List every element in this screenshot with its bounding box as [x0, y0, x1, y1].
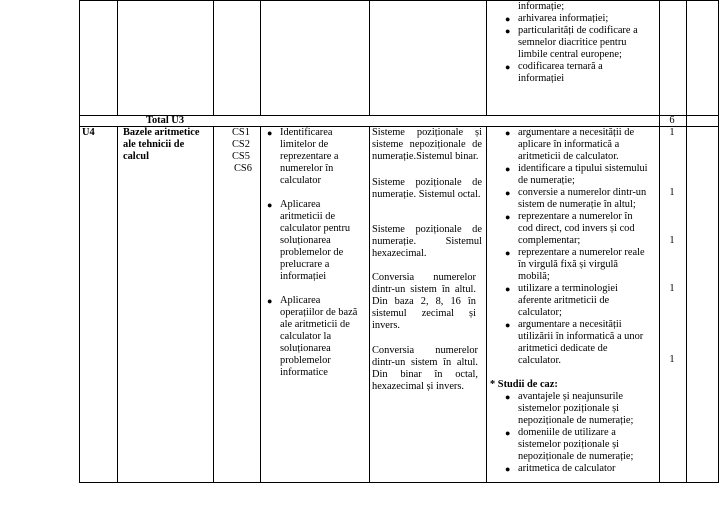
list-item: ● aritmetica de calculator — [505, 463, 616, 474]
hours-value: 1 — [669, 127, 675, 138]
list-item: ● identificare a tipului sistemului de numerație; — [505, 163, 648, 186]
column-border — [718, 0, 719, 483]
list-item: ● conversie a numerelor dintr-un sistem de numerație în altul; — [505, 187, 647, 210]
hours-value: 1 — [669, 283, 675, 294]
bullet-icon: ● — [505, 128, 511, 138]
list-item: ● utilizare a terminologiei aferente aritmeticii de calculator; — [505, 283, 618, 318]
column-border — [486, 126, 487, 483]
list-item: ● Identificarea limitelor de reprezentare a numerelor în calculator — [267, 127, 339, 186]
bullet-icon: ● — [267, 128, 273, 138]
hours-value: 1 — [669, 235, 675, 246]
column-border — [260, 126, 261, 483]
column-border — [117, 0, 118, 115]
bullet-icon: ● — [505, 212, 511, 222]
topic-text: Conversia numerelor dintr-un sistem în altul. Din baza 2, 8, 16 în sistemul zecimal și invers. — [372, 272, 476, 331]
list-item: ● codificarea ternară a informației — [505, 61, 603, 84]
column-border — [486, 0, 487, 115]
bullet-icon: ● — [505, 284, 511, 294]
competence-code: CS1 — [232, 127, 250, 138]
carry-over-list — [505, 1, 686, 85]
column-border — [260, 0, 261, 115]
bullet-icon: ● — [505, 14, 511, 24]
hours-value: 1 — [669, 354, 675, 365]
bullet-icon: ● — [505, 392, 511, 402]
bullet-icon: ● — [505, 320, 511, 330]
column-border — [117, 126, 118, 483]
list-item: ● arhivarea informației; — [505, 13, 609, 24]
bullet-icon: ● — [505, 164, 511, 174]
unit-title: Bazele aritmetice ale tehnicii de calcul — [123, 127, 200, 162]
bullet-icon: ● — [267, 200, 273, 210]
competence-code: CS6 — [234, 163, 252, 174]
bullet-icon: ● — [505, 428, 511, 438]
list-item: ● reprezentare a numerelor reale în virgulă fixă și virgulă mobilă; — [505, 247, 645, 282]
topic-text: Sisteme poziționale de numerație. Sistemul hexazecimal. — [372, 224, 482, 259]
column-border — [369, 0, 370, 115]
competences-list — [232, 127, 252, 175]
list-item: ● Aplicarea operațiilor de bază ale aritmeticii de calculator la soluționarea problemelor informatice — [267, 295, 358, 378]
column-border — [79, 0, 80, 483]
topic-text: Conversia numerelor dintr-un sistem în altul. Din binar în octal, hexazecimal și invers. — [372, 345, 478, 392]
bullet-icon: ● — [505, 62, 511, 72]
competence-code: CS5 — [232, 151, 250, 162]
contents-list — [267, 127, 376, 391]
list-item: informație; — [518, 1, 565, 12]
list-item: ● reprezentare a numerelor în cod direct, cod invers și cod complementar; — [505, 211, 635, 246]
column-border — [213, 126, 214, 483]
case-studies-list — [505, 391, 686, 475]
bullet-icon: ● — [505, 188, 511, 198]
total-label: Total U3 — [146, 115, 185, 126]
bullet-icon: ● — [505, 26, 511, 36]
topic-text: Sisteme poziționale de numerație. Sistemul octal. — [372, 177, 482, 200]
unit-code: U4 — [82, 127, 95, 138]
total-hours: 6 — [669, 115, 675, 126]
table-bottom-border — [79, 482, 718, 483]
activities-list — [505, 127, 686, 367]
list-item: ● argumentare a necesității de aplicare în informatică a aritmeticii de calculator. — [505, 127, 635, 162]
column-border — [213, 0, 214, 115]
list-item: ● avantajele și neajunsurile sistemelor poziționale și nepoziționale de numerație; — [505, 391, 634, 426]
list-item: ● argumentare a necesității utilizării în informatică a unor aritmetici dedicate de calculator. — [505, 319, 644, 366]
bullet-icon: ● — [505, 248, 511, 258]
hours-value: 1 — [669, 187, 675, 198]
column-border — [686, 0, 687, 483]
list-item: ● Aplicarea aritmeticii de calculator pentru soluționarea problemelor de prelucrare a informației — [267, 199, 351, 282]
bullet-icon: ● — [267, 296, 273, 306]
case-study-heading: * Studii de caz: — [490, 379, 558, 390]
list-item: ● particularități de codificare a semnelor diacritice pentru limbile central europene; — [505, 25, 638, 60]
topic-text: Sisteme poziționale și sisteme nepoziționale de numerație.Sistemul binar. — [372, 127, 482, 162]
list-item: ● domeniile de utilizare a sistemelor poziționale și nepoziționale de numerație; — [505, 427, 634, 462]
competence-code: CS2 — [232, 139, 250, 150]
bullet-icon: ● — [505, 464, 511, 474]
